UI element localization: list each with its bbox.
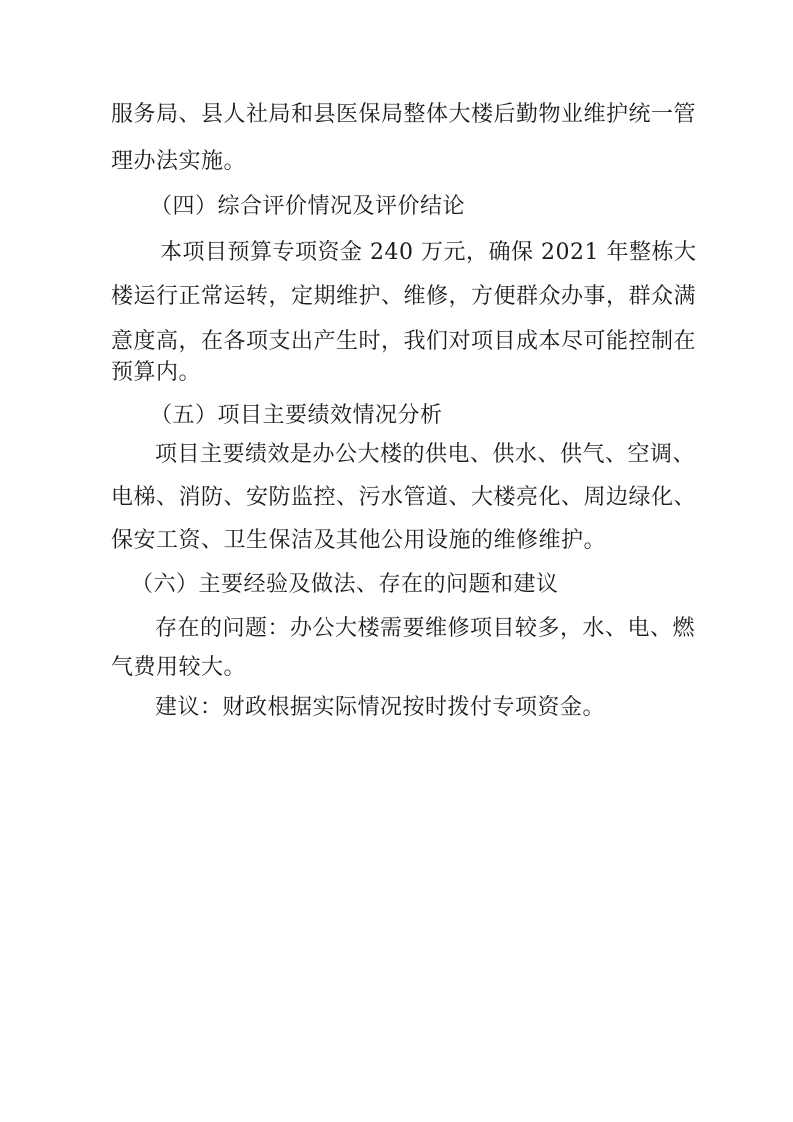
text-line: 气费用较大。 [111, 655, 247, 680]
text-line: 保安工资、卫生保洁及其他公用设施的维修维护。 [111, 528, 607, 553]
section-heading: （六）主要经验及做法、存在的问题和建议 [131, 572, 559, 597]
text-line: 意度高，在各项支出产生时，我们对项目成本尽可能控制在 [111, 329, 697, 354]
text-line: 本项目预算专项资金 240 万元，确保 2021 年整栋大 [160, 240, 697, 265]
section-heading: （五）项目主要绩效情况分析 [150, 403, 443, 428]
text-line: 理办法实施。 [111, 149, 247, 174]
text-line: 项目主要绩效是办公大楼的供电、供水、供气、空调、 [155, 442, 696, 467]
text-line: 楼运行正常运转，定期维护、维修，方便群众办事，群众满 [111, 284, 697, 309]
text-line: 服务局、县人社局和县医保局整体大楼后勤物业维护统一管 [111, 102, 697, 127]
text-line: 电梯、消防、安防监控、污水管道、大楼亮化、周边绿化、 [111, 485, 697, 510]
text-line: 建议：财政根据实际情况按时拨付专项资金。 [155, 695, 606, 720]
section-heading: （四）综合评价情况及评价结论 [150, 194, 466, 219]
text-line: 存在的问题：办公大楼需要维修项目较多，水、电、燃 [155, 616, 696, 641]
text-line: 预算内。 [111, 360, 202, 385]
